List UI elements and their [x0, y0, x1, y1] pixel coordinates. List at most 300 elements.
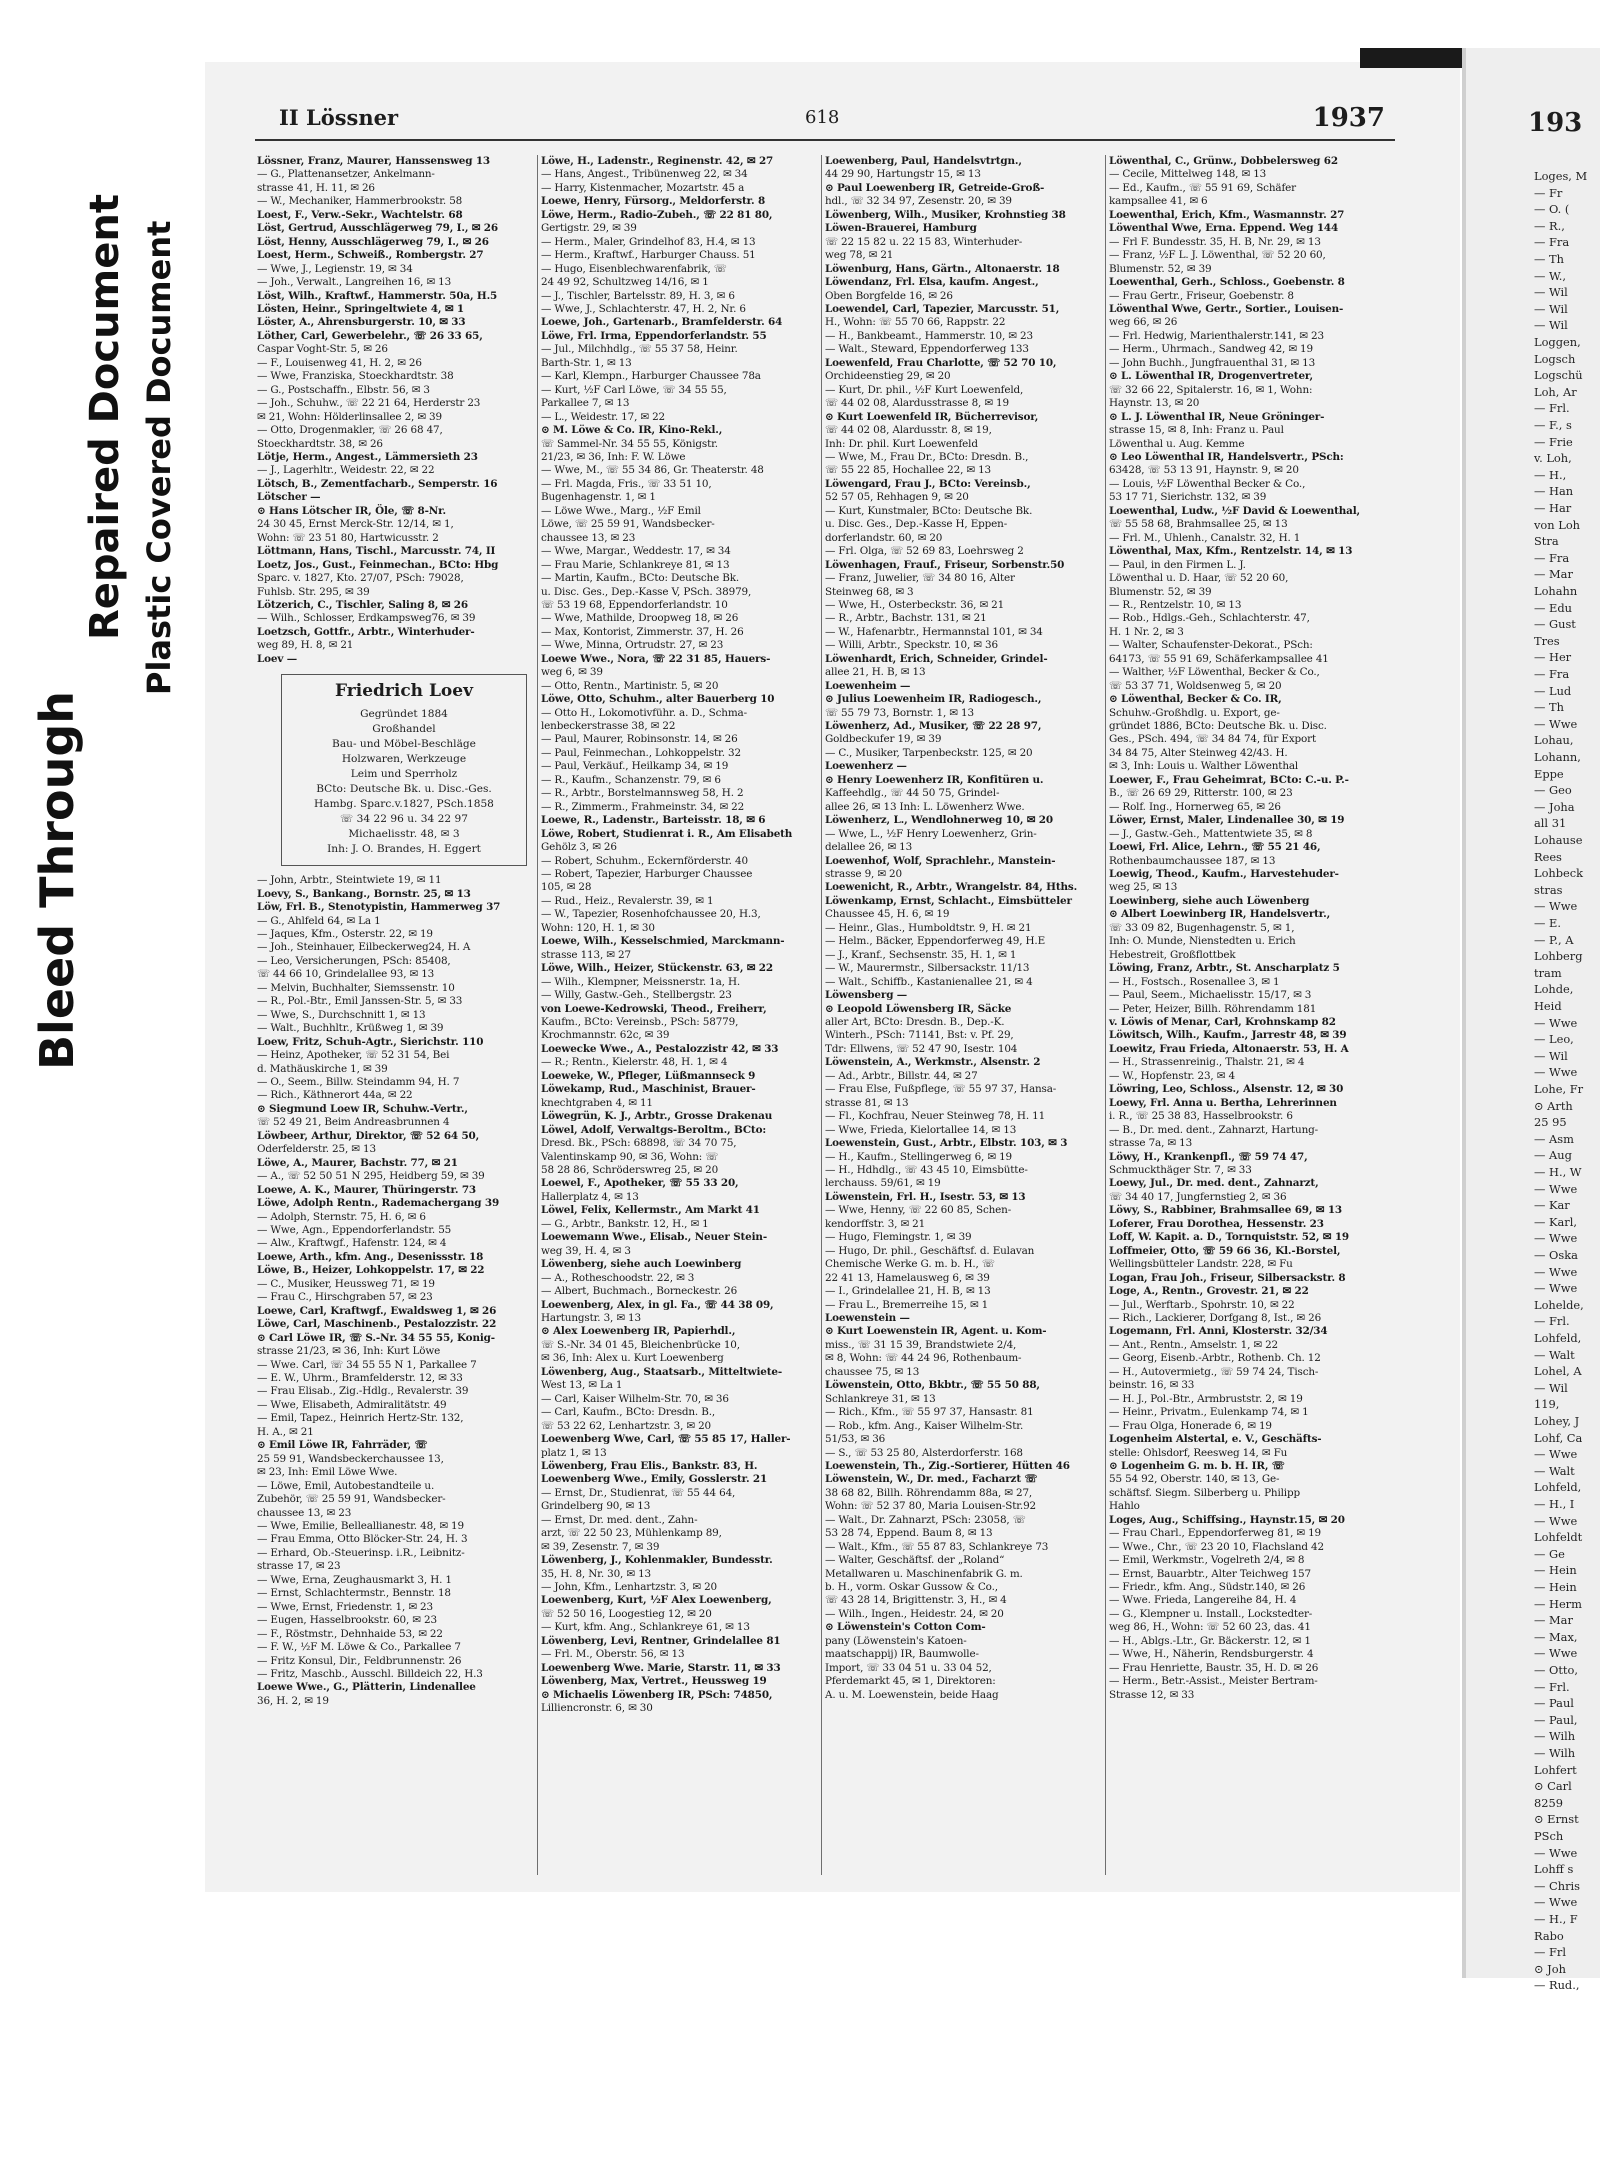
- directory-entry-line: weg 39, H. 4, ✉ 3: [541, 1244, 631, 1257]
- directory-entry-line: Loewe Wwe., G., Plätterin, Lindenallee: [257, 1681, 476, 1694]
- directory-entry-line: — Herm., Kraftwf., Harburger Chauss. 51: [541, 249, 756, 262]
- directory-entry-line: Löwenthal Wwe, Erna. Eppend. Weg 144: [1109, 222, 1339, 235]
- directory-entry-line: Loewenthal, Erich, Kfm., Wasmannstr. 27: [1109, 208, 1345, 221]
- directory-entry-line: — Heinr., Glas., Humboldtstr. 9, H. ✉ 21: [825, 921, 1032, 934]
- directory-entry-line: — Herm., Uhrmach., Sandweg 42, ✉ 19: [1109, 343, 1313, 356]
- directory-entry-line: ⊙ Hans Lötscher IR, Öle, ☏ 8-Nr.: [257, 504, 446, 517]
- directory-entry-line: — Wwe. Carl, ☏ 34 55 55 N 1, Parkallee 7: [257, 1358, 477, 1371]
- next-page-fragment: — Wilh: [1534, 1746, 1576, 1760]
- next-page-fragment: — Frie: [1534, 434, 1573, 449]
- directory-entry-line: Loewenberg, Kurt, ½F Alex Loewenberg,: [541, 1594, 772, 1607]
- document-stamp: [20, 40, 190, 1070]
- directory-entry-line: ⊙ Albert Loewinberg IR, Handelsvertr.,: [1109, 908, 1331, 921]
- directory-entry-line: — Rich., Kfm., ☏ 55 97 37, Hansastr. 81: [825, 1406, 1034, 1419]
- directory-entry-line: — W., Tapezier, Rosenhofchaussee 20, H.3,: [541, 908, 761, 921]
- advertisement-line: Hambg. Sparc.v.1827, PSch.1858: [314, 798, 494, 811]
- directory-entry-line: Loewe Wwe., Nora, ☏ 22 31 85, Hauers-: [541, 652, 771, 665]
- next-page-fragment: Lohfeld,: [1534, 1480, 1582, 1495]
- column-divider: [537, 155, 538, 1875]
- directory-entry-line: — Herm., Maler, Grindelhof 83, H.4, ✉ 13: [541, 235, 756, 248]
- directory-entry-line: — Frau Marie, Schlankreye 81, ✉ 13: [541, 558, 730, 571]
- directory-entry-line: Löwing, Franz, Arbtr., St. Anscharplatz 5: [1109, 962, 1340, 975]
- directory-entry-line: Parkallee 7, ✉ 13: [541, 397, 630, 410]
- next-page-fragment: — Hein: [1534, 1563, 1577, 1578]
- directory-entry-line: — L., Weidestr. 17, ✉ 22: [541, 410, 666, 423]
- directory-entry-line: — Hans, Angest., Tribünenweg 22, ✉ 34: [541, 168, 748, 181]
- directory-entry-line: allee 26, ✉ 13 Inh: L. Löwenherz Wwe.: [825, 800, 1025, 813]
- directory-entry-line: Loewenfeld, Frau Charlotte, ☏ 52 70 10,: [825, 356, 1057, 369]
- directory-entry-line: — W., Hopfenstr. 23, ✉ 4: [1109, 1069, 1235, 1082]
- next-page-fragment: — Herm: [1534, 1596, 1582, 1611]
- directory-entry-line: — Wwe, L., ½F Henry Loewenherz, Grin-: [825, 827, 1037, 840]
- directory-entry-line: — F., Röstmstr., Dehnhaide 53, ✉ 22: [257, 1627, 443, 1640]
- directory-entry-line: Löwekamp, Rud., Maschinist, Brauer-: [541, 1083, 756, 1096]
- directory-entry-line: Loewenberg, Paul, Handelsvtrtgn.,: [825, 155, 1022, 167]
- directory-entry-line: Lötsch, B., Zementfacharb., Semperstr. 16: [257, 477, 498, 490]
- directory-entry-line: ☏ 33 09 82, Bugenhagenstr. 5, ✉ 1,: [1109, 921, 1295, 934]
- directory-entry-line: — G., Klempner u. Install., Lockstedter-: [1109, 1607, 1313, 1620]
- advertisement-box: [281, 674, 527, 866]
- next-page-fragment: Tres: [1534, 633, 1560, 648]
- advertisement-line: BCto: Deutsche Bk. u. Disc.-Ges.: [316, 783, 492, 796]
- directory-entry-line: West 13, ✉ La 1: [541, 1379, 623, 1392]
- directory-entry-line: Löwenthal u. D. Haar, ☏ 52 20 60,: [1109, 572, 1289, 585]
- directory-entry-line: — Heinr., Privatm., Eulenkamp 74, ✉ 1: [1109, 1406, 1309, 1419]
- directory-entry-line: ✉ 39, Zesenstr. 7, ✉ 39: [541, 1540, 660, 1553]
- directory-entry-line: knechtgraben 4, ✉ 11: [541, 1096, 653, 1109]
- directory-entry-line: Grindelberg 90, ✉ 13: [541, 1500, 651, 1513]
- directory-entry-line: Lilliencronstr. 6, ✉ 30: [541, 1702, 653, 1715]
- directory-entry-line: — Erhard, Ob.-Steuerinsp. i.R., Leibnitz-: [257, 1546, 465, 1559]
- directory-entry-line: — Frl. Hedwig, Marienthalerstr.141, ✉ 23: [1109, 329, 1324, 342]
- directory-entry-line: Inh: O. Munde, Nienstedten u. Erich: [1109, 935, 1296, 948]
- directory-entry-line: — Löwe, Emil, Autobestandteile u.: [257, 1479, 435, 1492]
- next-page-fragment: — R.,: [1534, 218, 1565, 233]
- directory-entry-line: — Franz, Juwelier, ☏ 34 80 16, Alter: [825, 572, 1015, 585]
- directory-entry-line: — Wwe, Erna, Zeughausmarkt 3, H. 1: [257, 1573, 452, 1586]
- directory-entry-line: — Frau L., Bremerreihe 15, ✉ 1: [825, 1298, 989, 1311]
- directory-entry-line: Logemann, Frl. Anni, Klosterstr. 32/34: [1109, 1325, 1328, 1338]
- directory-entry-line: — A., Rotheschoodstr. 22, ✉ 3: [541, 1271, 695, 1284]
- directory-entry-line: Hartungstr. 3, ✉ 13: [541, 1311, 641, 1324]
- directory-entry-line: ☏ Sammel-Nr. 34 55 55, Königstr.: [541, 437, 718, 450]
- directory-entry-line: 36, H. 2, ✉ 19: [257, 1694, 329, 1707]
- next-page-fragment: — Frl.: [1534, 401, 1570, 416]
- column-4: [1109, 155, 1383, 1875]
- directory-entry-line: Gehölz 3, ✉ 26: [541, 841, 617, 854]
- directory-entry-line: — Fritz Konsul, Dir., Feldbrunnenstr. 26: [257, 1654, 462, 1667]
- next-page-fragment: Lohfert: [1534, 1762, 1577, 1777]
- directory-entry-line: Loewe, Henry, Fürsorg., Meldorferstr. 8: [541, 195, 766, 208]
- directory-entry-line: — R., Kaufm., Schanzenstr. 79, ✉ 6: [541, 773, 721, 786]
- directory-entry-line: Inh: Dr. phil. Kurt Loewenfeld: [825, 437, 978, 450]
- directory-entry-line: — Wwe, Agn., Eppendorferlandstr. 55: [257, 1224, 452, 1236]
- directory-entry-line: ⊙ Siegmund Loew IR, Schuhw.-Vertr.,: [257, 1102, 468, 1115]
- directory-entry-line: Wellingsbütteler Landstr. 228, ✉ Fu: [1109, 1258, 1293, 1271]
- directory-entry-line: Löwenstein, Frl. H., Isestr. 53, ✉ 13: [825, 1190, 1026, 1203]
- directory-entry-line: Löst, Gertrud, Ausschlägerweg 79, I., ✉ 26: [257, 222, 498, 235]
- directory-entry-line: Krochmannstr. 62c, ✉ 39: [541, 1029, 670, 1042]
- next-page-fragment: — Leo,: [1534, 1032, 1574, 1047]
- directory-entry-line: Blumenstr. 52, ✉ 39: [1109, 262, 1212, 275]
- directory-entry-line: — Hugo, Flemingstr. 1, ✉ 39: [825, 1231, 972, 1244]
- directory-entry-line: — Paul, in den Firmen L. J.: [1109, 558, 1246, 571]
- directory-entry-line: Hahlo: [1109, 1500, 1140, 1513]
- directory-entry-line: Löwe, B., Heizer, Lohkoppelstr. 17, ✉ 22: [257, 1264, 485, 1277]
- directory-entry-line: Loewer, F., Frau Geheimrat, BCto: C.-u. P.-: [1109, 773, 1349, 786]
- next-page-fragment: — Wwe: [1534, 1281, 1578, 1296]
- directory-entry-line: Oben Borgfelde 16, ✉ 26: [825, 289, 953, 302]
- directory-entry-line: Loewitz, Frau Frieda, Altonaerstr. 53, H. A: [1109, 1042, 1349, 1055]
- next-page-fragment: — Wwe: [1534, 1231, 1578, 1246]
- next-page-fragment: Rabo: [1534, 1928, 1564, 1943]
- column-2: [541, 155, 815, 1875]
- directory-entry-line: Loewe, Arth., kfm. Ang., Desenissstr. 18: [257, 1250, 484, 1263]
- directory-entry-line: — Wilh., Ingen., Heidestr. 24, ✉ 20: [825, 1607, 1004, 1620]
- directory-entry-line: — Ernst, Bauarbtr., Alter Teichweg 157: [1109, 1567, 1311, 1580]
- next-page-fragment: — Kar: [1534, 1198, 1570, 1213]
- directory-entry-line: Logenheim Alstertal, e. V., Geschäfts-: [1109, 1433, 1322, 1446]
- directory-entry-line: Metallwaren u. Maschinenfabrik G. m.: [825, 1567, 1023, 1580]
- column-divider: [1105, 155, 1106, 1875]
- directory-entry-line: ☏ 43 28 14, Brigittenstr. 3, H., ✉ 4: [825, 1594, 1007, 1607]
- directory-entry-line: Loetz, Jos., Gust., Feinmechan., BCto: Hbg: [257, 558, 499, 571]
- directory-entry-line: ☏ 52 49 21, Beim Andreasbrunnen 4: [257, 1116, 450, 1129]
- next-page-fragment: Logsch: [1534, 351, 1576, 366]
- directory-entry-line: Wohn: ☏ 52 37 80, Maria Louisen-Str.92: [825, 1500, 1037, 1513]
- directory-page: [255, 105, 1395, 1880]
- directory-entry-line: — Ant., Rentn., Amselstr. 1, ✉ 22: [1109, 1338, 1279, 1351]
- next-page-fragment: Lohbeck: [1534, 866, 1584, 881]
- next-page-fragment: Loges, M: [1534, 169, 1588, 183]
- next-page-fragment: — Wwe: [1534, 1015, 1578, 1030]
- directory-entry-line: — B., Dr. med. dent., Zahnarzt, Hartung-: [1109, 1123, 1318, 1136]
- directory-entry-line: — I., Grindelallee 21, H. B, ✉ 13: [825, 1285, 991, 1298]
- directory-entry-line: — Paul, Maurer, Robinsonstr. 14, ✉ 26: [541, 733, 738, 746]
- directory-entry-line: — G., Ahlfeld 64, ✉ La 1: [257, 914, 381, 927]
- advertisement-line: Holzwaren, Werkzeuge: [341, 753, 467, 766]
- directory-entry-line: Löwenhardt, Erich, Schneider, Grindel-: [825, 652, 1048, 665]
- directory-entry-line: — Walt., Steward, Eppendorferweg 133: [825, 343, 1029, 356]
- next-page-fragment: ⊙ Ernst: [1534, 1812, 1579, 1827]
- next-page-fragment: — E.: [1534, 916, 1561, 930]
- next-page-fragment: — Otto,: [1534, 1663, 1578, 1677]
- directory-entry-line: Löwe, Adolph Rentn., Rademachergang 39: [257, 1197, 500, 1210]
- next-page-fragment: — Her: [1534, 650, 1572, 665]
- directory-entry-line: — Herm., Betr.-Assist., Meister Bertram-: [1109, 1675, 1318, 1688]
- next-page-fragment: — Karl,: [1534, 1214, 1578, 1229]
- directory-entry-line: — Wilh., Klempner, Meissnerstr. 1a, H.: [541, 975, 741, 988]
- next-page-fragment: — Aug: [1534, 1148, 1572, 1163]
- directory-entry-line: — Franz, ½F L. J. Löwenthal, ☏ 52 20 60,: [1109, 249, 1326, 262]
- directory-entry-line: H. A., ✉ 21: [257, 1425, 314, 1438]
- next-page-fragment: — P., A: [1534, 932, 1574, 947]
- directory-entry-line: Loest, Herm., Schweiß., Rombergstr. 27: [257, 249, 484, 262]
- next-page-header: 193: [1528, 108, 1583, 138]
- next-page-fragment: — Ge: [1534, 1546, 1565, 1561]
- next-page-fragment: — Joha: [1534, 799, 1575, 814]
- directory-entry-line: — Ernst, Dr. med. dent., Zahn-: [541, 1513, 698, 1526]
- stamp-bleed-through: Bleed Through: [30, 690, 84, 1070]
- directory-entry-line: — Carl, Kaiser Wilhelm-Str. 70, ✉ 36: [541, 1392, 729, 1405]
- directory-entry-line: strasse 41, H. 11, ✉ 26: [257, 181, 375, 194]
- directory-entry-line: ☏ 53 22 62, Lenhartzstr. 3, ✉ 20: [541, 1419, 712, 1432]
- directory-entry-line: Winterh., PSch: 71141, Bst: v. Pf. 29,: [825, 1029, 1014, 1042]
- directory-entry-line: — Frau Henriette, Baustr. 35, H. D. ✉ 26: [1109, 1661, 1319, 1674]
- directory-entry-line: — Wwe, Mathilde, Droopweg 18, ✉ 26: [541, 612, 739, 625]
- directory-entry-line: Import, ☏ 33 04 51 u. 33 04 52,: [825, 1661, 992, 1674]
- directory-entry-line: — Frau C., Hirschgraben 57, ✉ 23: [257, 1291, 433, 1304]
- directory-entry-line: ⊙ Löwenstein's Cotton Com-: [825, 1621, 986, 1634]
- directory-entry-line: ✉ 3, Inh: Louis u. Walther Löwenthal: [1109, 760, 1299, 773]
- next-page-fragment: PSch: [1534, 1829, 1564, 1843]
- directory-entry-line: Caspar Voght-Str. 5, ✉ 26: [257, 343, 388, 356]
- directory-entry-line: ⊙ Alex Loewenberg IR, Papierhdl.,: [541, 1325, 736, 1338]
- directory-entry-line: 22 41 13, Hamelausweg 6, ✉ 39: [825, 1271, 990, 1284]
- directory-entry-line: — Frau Emma, Otto Blöcker-Str. 24, H. 3: [257, 1533, 468, 1546]
- directory-entry-line: Loewenstein —: [825, 1311, 910, 1324]
- advertisement-line: ☏ 34 22 96 u. 34 22 97: [340, 813, 468, 826]
- directory-entry-line: Kaufm., BCto: Vereinsb., PSch: 58779,: [541, 1016, 739, 1028]
- directory-entry-line: Löwe, Frl. Irma, Eppendorferlandstr. 55: [541, 329, 767, 342]
- directory-entry-line: Lötzerich, C., Tischler, Saling 8, ✉ 26: [257, 598, 468, 611]
- directory-entry-line: — Walt., Buchhltr., Krüßweg 1, ✉ 39: [257, 1022, 444, 1035]
- directory-entry-line: — Paul, Feinmechan., Lohkoppelstr. 32: [541, 746, 741, 759]
- next-page-fragment: Lohey, J: [1534, 1414, 1580, 1428]
- directory-entry-line: Löwe, H., Ladenstr., Reginenstr. 42, ✉ 27: [541, 155, 774, 167]
- directory-entry-line: — Frau Elisab., Zig.-Hdlg., Revalerstr. 39: [257, 1385, 469, 1398]
- directory-entry-line: ⊙ Löwenthal, Becker & Co. IR,: [1109, 693, 1282, 706]
- directory-entry-line: Pferdemarkt 45, ✉ 1, Direktoren:: [825, 1675, 996, 1688]
- directory-entry-line: Löwensberg —: [825, 989, 908, 1002]
- directory-entry-line: 35, H. 8, Nr. 30, ✉ 13: [541, 1567, 651, 1580]
- directory-entry-line: — Fritz, Maschb., Ausschl. Billdeich 22, H.3: [257, 1667, 483, 1680]
- directory-entry-line: Goldbeckufer 19, ✉ 39: [825, 733, 942, 746]
- directory-entry-line: — G., Postschaffn., Elbstr. 56, ✉ 3: [257, 383, 430, 396]
- directory-entry-line: — Frau Charl., Eppendorferweg 81, ✉ 19: [1109, 1527, 1322, 1540]
- next-page-fragment: — Lud: [1534, 683, 1572, 698]
- next-page-fragment: — H., I: [1534, 1497, 1575, 1511]
- directory-entry-line: — Otto H., Lokomotivführ. a. D., Schma-: [541, 706, 747, 719]
- directory-entry-line: strasse 9, ✉ 20: [825, 868, 902, 881]
- next-page-fragment: — Wilh: [1534, 1729, 1576, 1744]
- next-page-fragment: Lohff s: [1534, 1862, 1574, 1877]
- directory-entry-line: — C., Musiker, Heussweg 71, ✉ 19: [257, 1277, 435, 1290]
- directory-entry-line: ⊙ Leo Löwenthal IR, Handelsvertr., PSch:: [1109, 450, 1344, 463]
- directory-entry-line: — Joh., Verwalt., Langreihen 16, ✉ 13: [257, 276, 452, 289]
- directory-entry-line: Loewenberg Wwe, Carl, ☏ 55 85 17, Haller-: [541, 1433, 791, 1446]
- directory-entry-line: — Heinz, Apotheker, ☏ 52 31 54, Bei: [257, 1049, 450, 1062]
- next-page-fragment: — Wwe: [1534, 1181, 1578, 1196]
- directory-entry-line: ⊙ Michaelis Löwenberg IR, PSch: 74850,: [541, 1688, 773, 1701]
- directory-entry-line: — Frau Gertr., Friseur, Goebenstr. 8: [1109, 289, 1294, 302]
- directory-entry-line: Löwy, H., Krankenpfl., ☏ 59 74 47,: [1109, 1150, 1308, 1163]
- directory-entry-line: — Kurt, kfm. Ang., Schlankreye 61, ✉ 13: [541, 1621, 750, 1634]
- directory-entry-line: ☏ 53 19 68, Eppendorferlandstr. 10: [541, 598, 728, 611]
- directory-entry-line: Löwe, Carl, Maschinenb., Pestalozzistr. 22: [257, 1318, 497, 1331]
- directory-entry-line: ⊙ Leopold Löwensberg IR, Säcke: [825, 1002, 1012, 1015]
- directory-entry-line: d. Mathäuskirche 1, ✉ 39: [257, 1062, 388, 1075]
- next-page-fragment: Logschü: [1534, 368, 1583, 383]
- directory-entry-line: Bugenhagenstr. 1, ✉ 1: [541, 491, 656, 504]
- directory-entry-line: v. Löwis of Menar, Carl, Krohnskamp 82: [1109, 1016, 1336, 1028]
- directory-entry-line: ✉ 36, Inh: Alex u. Kurt Loewenberg: [541, 1352, 724, 1365]
- directory-entry-line: H. 1 Nr. 2, ✉ 3: [1109, 625, 1184, 638]
- next-page-fragment: — Edu: [1534, 600, 1572, 615]
- directory-entry-line: Löwenstein, W., Dr. med., Facharzt ☏: [825, 1473, 1038, 1486]
- next-page-fragment: — Wil: [1534, 318, 1568, 333]
- directory-entry-line: — R., Rentzelstr. 10, ✉ 13: [1109, 598, 1242, 611]
- next-page-fragment: Lohf, Ca: [1534, 1430, 1583, 1445]
- directory-entry-line: Löwer, Ernst, Maler, Lindenallee 30, ✉ 19: [1109, 814, 1345, 827]
- next-page-fragment: — Walt: [1534, 1347, 1575, 1362]
- next-page-fragment: — Rud.,: [1534, 1978, 1580, 1993]
- directory-entry-line: 55 54 92, Oberstr. 140, ✉ 13, Ge-: [1109, 1473, 1280, 1486]
- directory-entry-line: — Frl. Olga, ☏ 52 69 83, Loehrsweg 2: [825, 545, 1024, 558]
- directory-entry-line: Löwenthal u. Aug. Kemme: [1109, 437, 1245, 450]
- column-divider: [821, 155, 822, 1875]
- directory-entry-line: — Frl. M., Uhlenh., Canalstr. 32, H. 1: [1109, 531, 1301, 544]
- directory-entry-line: Löwenherz, L., Wendlohnerweg 10, ✉ 20: [825, 814, 1053, 827]
- directory-entry-line: — W., Maurermstr., Silbersackstr. 11/13: [825, 962, 1030, 975]
- directory-entry-line: strasse 81, ✉ 13: [825, 1096, 909, 1109]
- next-page-fragment: — Geo: [1534, 783, 1572, 798]
- directory-entry-line: — J., Gastw.-Geh., Mattentwiete 35, ✉ 8: [1109, 827, 1313, 840]
- header-section-name: II Lössner: [279, 105, 399, 130]
- directory-entry-line: 53 17 71, Sierichstr. 132, ✉ 39: [1109, 491, 1267, 504]
- next-page-fragment: — O. (: [1534, 202, 1570, 217]
- directory-entry-line: — Wwe, Ernst, Friedenstr. 1, ✉ 23: [257, 1600, 433, 1613]
- next-page-fragment: — Fra: [1534, 550, 1570, 565]
- directory-entry-line: ☏ 44 66 10, Grindelallee 93, ✉ 13: [257, 968, 435, 981]
- directory-entry-line: — John Buchh., Jungfrauenthal 31, ✉ 13: [1109, 356, 1316, 369]
- directory-entry-line: Loewenherz —: [825, 760, 907, 773]
- directory-entry-line: — Rob., kfm. Ang., Kaiser Wilhelm-Str.: [825, 1419, 1024, 1432]
- directory-entry-line: — H. J., Pol.-Btr., Armbruststr. 2, ✉ 19: [1109, 1392, 1303, 1405]
- directory-entry-line: Löwenstein, A., Werkmstr., Alsenstr. 2: [825, 1056, 1041, 1069]
- directory-entry-line: ☏ 53 37 71, Woldsenweg 5, ✉ 20: [1109, 679, 1282, 692]
- directory-entry-line: Löwen-Brauerei, Hamburg: [825, 222, 977, 235]
- directory-entry-line: — Cecile, Mittelweg 148, ✉ 13: [1109, 168, 1267, 181]
- directory-entry-line: — Rich., Lackierer, Dorfgang 8, Ist., ✉ 26: [1109, 1311, 1322, 1324]
- directory-entry-line: Loewy, Frl. Anna u. Bertha, Lehrerinnen: [1109, 1096, 1337, 1109]
- next-page-fragment: 119,: [1534, 1397, 1560, 1412]
- directory-entry-line: Ges., PSch. 494, ☏ 34 84 74, für Export: [1109, 733, 1316, 746]
- next-page-fragment: — Max,: [1534, 1629, 1578, 1644]
- directory-entry-line: — Adolph, Sternstr. 75, H. 6, ✉ 6: [257, 1210, 426, 1223]
- next-page-fragment: 8259: [1534, 1795, 1563, 1810]
- directory-entry-line: — Carl, Kaufm., BCto: Dresdn. B.,: [541, 1406, 716, 1419]
- directory-entry-line: 34 84 75, Alter Steinweg 42/43. H.: [1109, 746, 1288, 759]
- directory-entry-line: Barth-Str. 1, ✉ 13: [541, 356, 632, 369]
- next-page-fragment: Stra: [1534, 534, 1559, 549]
- directory-entry-line: — Jaques, Kfm., Osterstr. 22, ✉ 19: [257, 928, 433, 941]
- directory-entry-line: Rothenbaumchaussee 187, ✉ 13: [1109, 854, 1276, 867]
- directory-entry-line: Löwengard, Frau J., BCto: Vereinsb.,: [825, 477, 1031, 490]
- directory-entry-line: Löttmann, Hans, Tischl., Marcusstr. 74, II: [257, 545, 496, 558]
- directory-entry-line: Loewy, Jul., Dr. med. dent., Zahnarzt,: [1109, 1177, 1319, 1190]
- directory-entry-line: Loferer, Frau Dorothea, Hessenstr. 23: [1109, 1217, 1324, 1230]
- directory-entry-line: — Frau Else, Fußpflege, ☏ 55 97 37, Hansa-: [825, 1083, 1057, 1096]
- directory-entry-line: Loff, W. Kapit. a. D., Tornquiststr. 52, ✉ 19: [1109, 1231, 1349, 1244]
- advertisement-title: Friedrich Loev: [335, 681, 473, 702]
- next-page-fragment: — Mar: [1534, 1613, 1573, 1628]
- directory-entry-line: u. Disc. Ges., Dep.-Kasse H, Eppen-: [825, 518, 1008, 531]
- directory-entry-line: chaussee 13, ✉ 23: [257, 1506, 352, 1519]
- directory-entry-line: — R., Zimmerm., Frahmeinstr. 34, ✉ 22: [541, 800, 745, 813]
- directory-entry-line: ⊙ M. Löwe & Co. IR, Kino-Rekl.,: [541, 424, 723, 437]
- directory-entry-line: Schmuckthäger Str. 7, ✉ 33: [1109, 1163, 1252, 1176]
- directory-entry-line: — Karl, Klempn., Harburger Chaussee 78a: [541, 370, 761, 383]
- directory-entry-line: Löwenberg, Levi, Rentner, Grindelallee 81: [541, 1634, 781, 1647]
- directory-entry-line: — Walt., Schiffb., Kastanienallee 21, ✉ 4: [825, 975, 1033, 988]
- directory-entry-line: strasse 15, ✉ 8, Inh: Franz u. Paul: [1109, 424, 1284, 437]
- directory-entry-line: Loewenberg, Alex, in gl. Fa., ☏ 44 38 09,: [541, 1298, 774, 1311]
- directory-entry-line: Löwenburg, Hans, Gärtn., Altonaerstr. 18: [825, 262, 1060, 275]
- next-page-fragment: — Th: [1534, 700, 1564, 715]
- next-page-fragment: — Wil: [1534, 285, 1568, 300]
- directory-entry-line: — Hugo, Eisenblechwarenfabrik, ☏: [541, 262, 727, 275]
- advertisement-line: Großhandel: [372, 723, 436, 736]
- directory-entry-line: ✉ 23, Inh: Emil Löwe Wwe.: [257, 1466, 398, 1479]
- directory-entry-line: strasse 17, ✉ 23: [257, 1560, 341, 1573]
- directory-entry-line: ✉ 21, Wohn: Hölderlinsallee 2, ✉ 39: [257, 410, 442, 423]
- directory-entry-line: Loewinberg, siehe auch Löwenberg: [1109, 894, 1310, 907]
- next-page-fragment: Lohde,: [1534, 982, 1574, 997]
- directory-entry-line: — O., Seem., Billw. Steindamm 94, H. 7: [257, 1076, 460, 1089]
- directory-entry-line: Loew, Fritz, Schuh-Agtr., Sierichstr. 110: [257, 1035, 484, 1048]
- next-page-fragment: Eppe: [1534, 766, 1564, 781]
- next-page-fragment: — W.,: [1534, 268, 1566, 283]
- directory-entry-line: arzt, ☏ 22 50 23, Mühlenkamp 89,: [541, 1527, 722, 1540]
- directory-entry-line: Loewenstein, Gust., Arbtr., Elbstr. 103, ✉ 3: [825, 1137, 1068, 1150]
- directory-entry-line: — E. W., Uhrm., Bramfelderstr. 12, ✉ 33: [257, 1371, 463, 1384]
- directory-entry-line: ⊙ Carl Löwe IR, ☏ S.-Nr. 34 55 55, Konig-: [257, 1331, 495, 1344]
- directory-entry-line: Loewecke Wwe., A., Pestalozzistr 42, ✉ 33: [541, 1042, 779, 1055]
- directory-entry-line: Löwe, A., Maurer, Bachstr. 77, ✉ 21: [257, 1156, 458, 1169]
- directory-entry-line: Loewenberg Wwe. Marie, Starstr. 11, ✉ 33: [541, 1661, 781, 1674]
- directory-entry-line: ⊙ L. J. Löwenthal IR, Neue Gröninger-: [1109, 410, 1325, 423]
- directory-entry-line: Löwenberg, siehe auch Loewinberg: [541, 1258, 742, 1271]
- next-page-fragment: Lohfeld,: [1534, 1331, 1582, 1345]
- directory-entry-line: ☏ 55 79 73, Bornstr. 1, ✉ 13: [825, 706, 974, 719]
- directory-entry-line: — W., Mechaniker, Hammerbrookstr. 58: [257, 195, 463, 208]
- directory-entry-line: weg 66, ✉ 26: [1109, 316, 1178, 329]
- directory-entry-line: 105, ✉ 28: [541, 881, 592, 894]
- directory-entry-line: Löwenberg, J., Kohlenmakler, Bundesstr.: [541, 1554, 773, 1567]
- page-gutter: [1462, 48, 1466, 1978]
- directory-entry-line: — Walther, ½F Löwenthal, Becker & Co.,: [1109, 666, 1320, 679]
- directory-entry-line: Steinweg 68, ✉ 3: [825, 585, 914, 598]
- directory-entry-line: ⊙ Julius Loewenheim IR, Radiogesch.,: [825, 693, 1042, 706]
- directory-entry-line: ⊙ Henry Loewenherz IR, Konfitüren u.: [825, 773, 1044, 786]
- directory-entry-line: — J., Kranf., Sechsenstr. 35, H. 1, ✉ 1: [825, 948, 1017, 961]
- advertisement-line: Inh: J. O. Brandes, H. Eggert: [327, 843, 481, 856]
- next-page-fragment: all 31: [1534, 816, 1567, 831]
- directory-entry-line: Löwe, Wilh., Heizer, Stückenstr. 63, ✉ 22: [541, 962, 773, 975]
- directory-entry-line: Loetzsch, Gottfr., Arbtr., Winterhuder-: [257, 625, 475, 638]
- directory-entry-line: 63428, ☏ 53 13 91, Haynstr. 9, ✉ 20: [1109, 464, 1299, 477]
- directory-entry-line: — John, Arbtr., Steintwiete 19, ✉ 11: [257, 874, 442, 887]
- directory-entry-line: — Walter, Schaufenster-Dekorat., PSch:: [1109, 639, 1313, 652]
- directory-entry-line: Löst, Henny, Ausschlägerweg 79, I., ✉ 26: [257, 235, 489, 248]
- directory-entry-line: — H., Ablgs.-Ltr., Gr. Bäckerstr. 12, ✉ 1: [1109, 1634, 1311, 1647]
- advertisement-line: Michaelisstr. 48, ✉ 3: [348, 828, 460, 841]
- directory-entry-line: — Wwe. Frieda, Langereihe 84, H. 4: [1109, 1594, 1297, 1607]
- directory-entry-line: — Paul, Seem., Michaelisstr. 15/17, ✉ 3: [1109, 989, 1312, 1002]
- directory-entry-line: — Wwe., Chr., ☏ 23 20 10, Flachsland 42: [1109, 1540, 1324, 1553]
- page-number: 618: [805, 107, 840, 128]
